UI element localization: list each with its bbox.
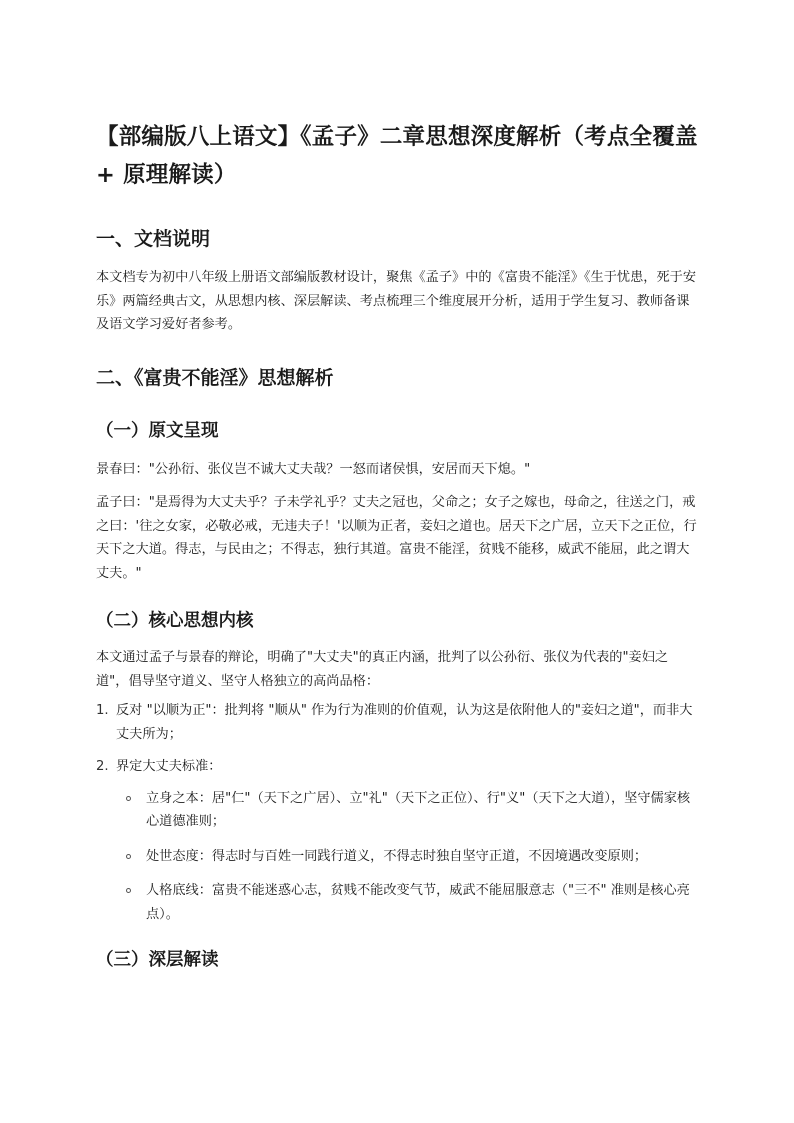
core-ideas-intro: 本文通过孟子与景春的辩论，明确了"大丈夫"的真正内涵，批判了以公孙衍、张仪为代表的"妾妇之道"，倡导坚守道义、坚守人格独立的高尚品格： <box>96 650 669 689</box>
sub-list-item <box>116 845 698 869</box>
sub-list-item <box>116 879 698 926</box>
list-number: 1. <box>96 703 109 718</box>
sub-list-item-text: 立身之本：居"仁"（天下之广居）、立"礼"（天下之正位）、行"义"（天下之大道），坚守儒家核心道德准则； <box>146 790 691 829</box>
list-item-text: 反对 "以顺为正"：批判将 "顺从" 作为行为准则的价值观，认为这是依附他人的"妾妇之道"，而非大丈夫所为； <box>116 703 693 742</box>
section-heading-description: 一、文档说明 <box>96 228 211 250</box>
list-item-text: 界定大丈夫标准： <box>116 759 222 774</box>
subsection-heading-original-text: （一）原文呈现 <box>96 420 219 441</box>
sub-list-item <box>116 787 698 834</box>
hollow-circle-bullet-icon <box>126 854 131 859</box>
hollow-circle-bullet-icon <box>126 888 131 893</box>
description-paragraph: 本文档专为初中八年级上册语文部编版教材设计，聚焦《孟子》中的《富贵不能淫》《生于忧患，死于安乐》两篇经典古文，从思想内核、深层解读、考点梳理三个维度展开分析，适用于学生复习、教师备课及语文学习爱好者参考。 <box>96 270 697 332</box>
section-heading-analysis: 二、《富贵不能淫》思想解析 <box>96 366 334 389</box>
subsection-heading-core-ideas: （二）核心思想内核 <box>96 611 254 631</box>
standards-sub-list <box>116 787 698 927</box>
core-ideas-list <box>96 699 698 926</box>
sub-list-item-text: 人格底线：富贵不能迷惑心志，贫贱不能改变气节，威武不能屈服意志（"三不" 准则是核心亮点）。 <box>146 883 690 922</box>
list-item <box>96 755 698 926</box>
document-title: 【部编版八上语文】《孟子》二章思想深度解析（考点全覆盖 + 原理解读） <box>96 124 698 188</box>
list-number: 2. <box>96 759 109 774</box>
hollow-circle-bullet-icon <box>126 796 131 801</box>
subsection-heading-deep-reading: （三）深层解读 <box>96 950 219 970</box>
list-item <box>96 699 698 746</box>
original-text-paragraph-2: 孟子曰："是焉得为大丈夫乎？子未学礼乎？丈夫之冠也，父命之；女子之嫁也，母命之，往送之门，戒之曰：'往之女家，必敬必戒，无违夫子！'以顺为正者，妾妇之道也。居天下之广居，立天下之正位，行天下之大道。得志，与民由之；不得志，独行其道。富贵不能淫，贫贱不能移，威武不能屈，此之谓大丈夫。" <box>96 495 697 581</box>
original-text-paragraph-1: 景春曰："公孙衍、张仪岂不诚大丈夫哉？一怒而诸侯惧，安居而天下熄。" <box>96 461 531 477</box>
sub-list-item-text: 处世态度：得志时与百姓一同践行道义，不得志时独自坚守正道，不因境遇改变原则； <box>146 848 648 864</box>
